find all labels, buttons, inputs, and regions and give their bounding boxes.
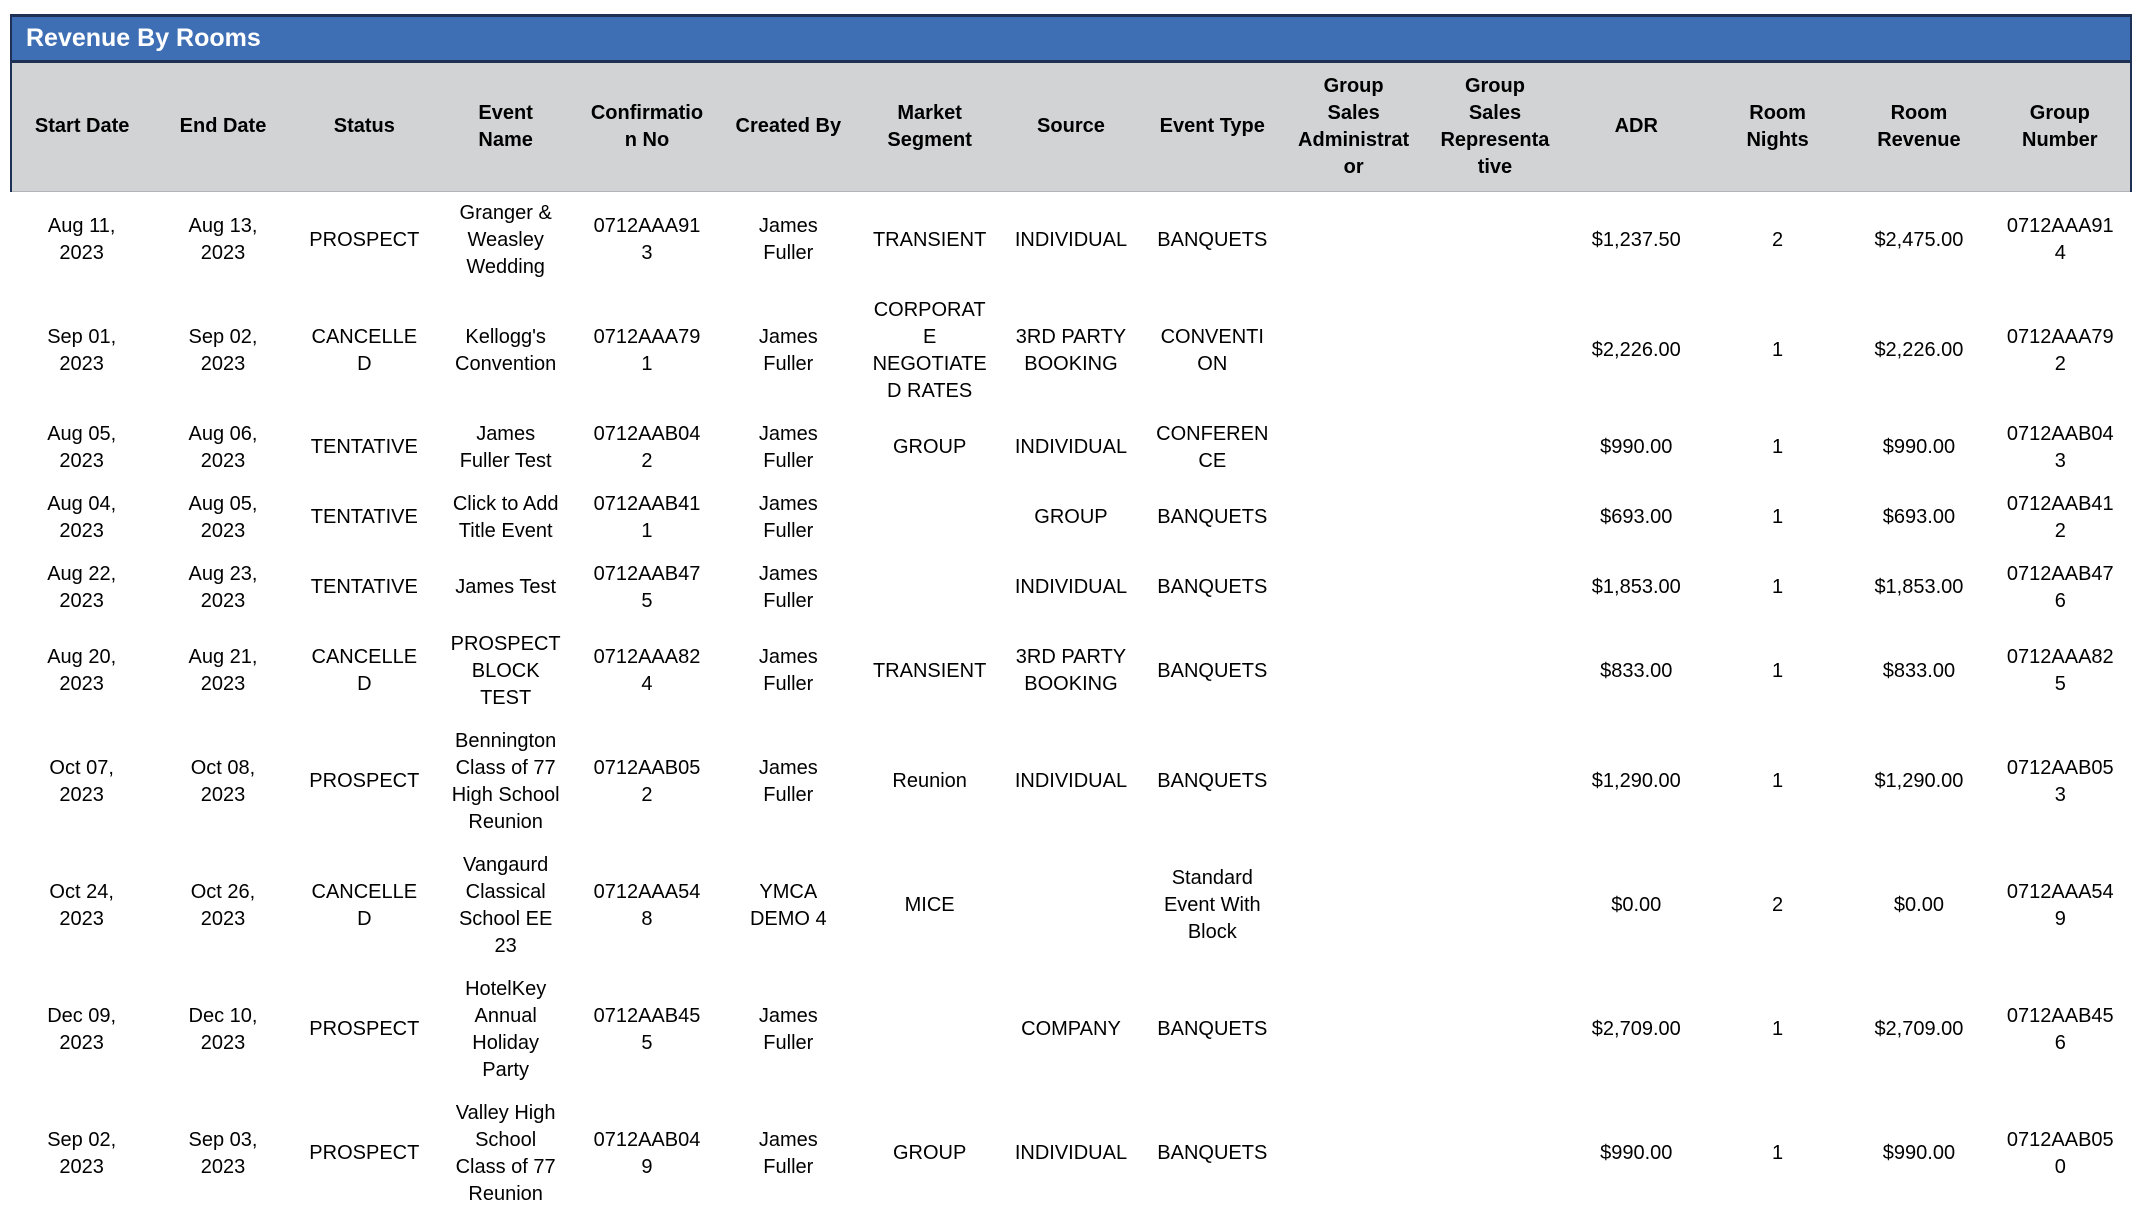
table-row xyxy=(11,623,2131,720)
table-cell xyxy=(1283,191,1424,289)
revenue-table xyxy=(10,63,2132,1216)
table-cell: James Fuller xyxy=(718,289,859,413)
table-cell: Sep 02, 2023 xyxy=(11,1092,152,1216)
table-cell xyxy=(1424,968,1565,1092)
table-cell: 1 xyxy=(1707,413,1848,483)
table-cell: CANCELLED xyxy=(294,844,435,968)
table-cell: BANQUETS xyxy=(1142,553,1283,623)
table-cell: BANQUETS xyxy=(1142,720,1283,844)
table-cell: Dec 10, 2023 xyxy=(152,968,293,1092)
column-header: ADR xyxy=(1566,63,1707,191)
table-cell: $1,290.00 xyxy=(1848,720,1989,844)
column-header: End Date xyxy=(152,63,293,191)
table-row xyxy=(11,289,2131,413)
table-header-row xyxy=(11,63,2131,191)
table-cell: MICE xyxy=(859,844,1000,968)
table-cell: Standard Event With Block xyxy=(1142,844,1283,968)
table-cell: 2 xyxy=(1707,191,1848,289)
table-cell: 0712AAB476 xyxy=(1990,553,2131,623)
table-cell: PROSPECT xyxy=(294,720,435,844)
table-cell xyxy=(1283,720,1424,844)
table-cell: Aug 23, 2023 xyxy=(152,553,293,623)
table-cell: TRANSIENT xyxy=(859,623,1000,720)
table-cell: 0712AAB412 xyxy=(1990,483,2131,553)
table-cell: TENTATIVE xyxy=(294,413,435,483)
table-cell: 0712AAA824 xyxy=(576,623,717,720)
table-cell: GROUP xyxy=(859,413,1000,483)
table-cell: INDIVIDUAL xyxy=(1000,1092,1141,1216)
table-cell: 3RD PARTY BOOKING xyxy=(1000,289,1141,413)
table-cell xyxy=(859,968,1000,1092)
table-cell: 0712AAB411 xyxy=(576,483,717,553)
table-cell: 0712AAA792 xyxy=(1990,289,2131,413)
column-header: Source xyxy=(1000,63,1141,191)
table-cell xyxy=(1000,844,1141,968)
column-header: Event Type xyxy=(1142,63,1283,191)
table-cell: $2,475.00 xyxy=(1848,191,1989,289)
column-header: Created By xyxy=(718,63,859,191)
table-cell: Aug 20, 2023 xyxy=(11,623,152,720)
table-cell: 0712AAA791 xyxy=(576,289,717,413)
table-cell: BANQUETS xyxy=(1142,623,1283,720)
column-header: Event Name xyxy=(435,63,576,191)
column-header: Start Date xyxy=(11,63,152,191)
table-cell xyxy=(1283,289,1424,413)
table-cell: Vangaurd Classical School EE 23 xyxy=(435,844,576,968)
table-cell xyxy=(1424,553,1565,623)
table-cell: 1 xyxy=(1707,623,1848,720)
table-cell: Kellogg's Convention xyxy=(435,289,576,413)
table-cell xyxy=(1424,844,1565,968)
table-cell: James Fuller xyxy=(718,720,859,844)
table-cell: Oct 26, 2023 xyxy=(152,844,293,968)
table-cell xyxy=(1283,968,1424,1092)
table-cell xyxy=(1424,191,1565,289)
table-cell: James Fuller xyxy=(718,413,859,483)
table-cell: CANCELLED xyxy=(294,289,435,413)
table-cell: PROSPECT xyxy=(294,968,435,1092)
table-cell: Bennington Class of 77 High School Reunion xyxy=(435,720,576,844)
table-cell: $1,290.00 xyxy=(1566,720,1707,844)
table-cell xyxy=(859,553,1000,623)
table-cell: Granger & Weasley Wedding xyxy=(435,191,576,289)
table-cell: 1 xyxy=(1707,720,1848,844)
column-header: Room Nights xyxy=(1707,63,1848,191)
table-cell: 0712AAB456 xyxy=(1990,968,2131,1092)
table-cell: 0712AAB042 xyxy=(576,413,717,483)
table-cell: INDIVIDUAL xyxy=(1000,413,1141,483)
table-cell xyxy=(1283,413,1424,483)
table-cell: James Fuller Test xyxy=(435,413,576,483)
table-cell: Aug 13, 2023 xyxy=(152,191,293,289)
table-cell: James Test xyxy=(435,553,576,623)
table-cell: 0712AAA549 xyxy=(1990,844,2131,968)
table-cell: HotelKey Annual Holiday Party xyxy=(435,968,576,1092)
table-cell: $2,226.00 xyxy=(1848,289,1989,413)
table-cell: James Fuller xyxy=(718,1092,859,1216)
report-title-bar xyxy=(10,14,2132,63)
column-header: Market Segment xyxy=(859,63,1000,191)
table-cell: James Fuller xyxy=(718,483,859,553)
table-row xyxy=(11,553,2131,623)
table-cell: CONVENTION xyxy=(1142,289,1283,413)
table-cell: James Fuller xyxy=(718,553,859,623)
table-cell: Aug 06, 2023 xyxy=(152,413,293,483)
table-cell: BANQUETS xyxy=(1142,191,1283,289)
table-cell: 0712AAA914 xyxy=(1990,191,2131,289)
table-cell: Oct 24, 2023 xyxy=(11,844,152,968)
table-cell: James Fuller xyxy=(718,191,859,289)
table-cell: 0712AAA548 xyxy=(576,844,717,968)
table-cell: CORPORATE NEGOTIATED RATES xyxy=(859,289,1000,413)
table-cell: $2,709.00 xyxy=(1848,968,1989,1092)
table-cell: BANQUETS xyxy=(1142,483,1283,553)
table-cell: Aug 05, 2023 xyxy=(11,413,152,483)
table-cell: James Fuller xyxy=(718,968,859,1092)
table-cell: 1 xyxy=(1707,483,1848,553)
table-cell: Sep 01, 2023 xyxy=(11,289,152,413)
table-cell: $2,226.00 xyxy=(1566,289,1707,413)
table-cell: $990.00 xyxy=(1566,413,1707,483)
table-cell xyxy=(1424,1092,1565,1216)
table-cell: 0712AAA825 xyxy=(1990,623,2131,720)
table-cell: Dec 09, 2023 xyxy=(11,968,152,1092)
table-cell: $693.00 xyxy=(1566,483,1707,553)
table-cell: Valley High School Class of 77 Reunion xyxy=(435,1092,576,1216)
column-header: Room Revenue xyxy=(1848,63,1989,191)
table-cell: Click to Add Title Event xyxy=(435,483,576,553)
table-cell: TENTATIVE xyxy=(294,553,435,623)
table-cell: Oct 08, 2023 xyxy=(152,720,293,844)
table-cell: Aug 04, 2023 xyxy=(11,483,152,553)
table-cell: PROSPECT BLOCK TEST xyxy=(435,623,576,720)
table-cell: CONFERENCE xyxy=(1142,413,1283,483)
table-cell: PROSPECT xyxy=(294,191,435,289)
table-cell: $990.00 xyxy=(1848,1092,1989,1216)
column-header: Confirmation No xyxy=(576,63,717,191)
report-title: Revenue By Rooms xyxy=(26,24,261,52)
table-cell: PROSPECT xyxy=(294,1092,435,1216)
table-cell: 1 xyxy=(1707,289,1848,413)
table-cell: INDIVIDUAL xyxy=(1000,720,1141,844)
column-header: Group Sales Administrator xyxy=(1283,63,1424,191)
table-cell: Sep 02, 2023 xyxy=(152,289,293,413)
table-cell: GROUP xyxy=(1000,483,1141,553)
table-cell: YMCA DEMO 4 xyxy=(718,844,859,968)
table-cell: Sep 03, 2023 xyxy=(152,1092,293,1216)
table-cell: 2 xyxy=(1707,844,1848,968)
table-row xyxy=(11,844,2131,968)
table-cell: $1,853.00 xyxy=(1566,553,1707,623)
table-cell: Aug 21, 2023 xyxy=(152,623,293,720)
table-cell: 1 xyxy=(1707,968,1848,1092)
table-cell: $693.00 xyxy=(1848,483,1989,553)
table-cell xyxy=(1424,483,1565,553)
table-cell: Aug 11, 2023 xyxy=(11,191,152,289)
table-cell: Aug 22, 2023 xyxy=(11,553,152,623)
table-cell: $833.00 xyxy=(1848,623,1989,720)
table-row xyxy=(11,483,2131,553)
table-cell: 0712AAB043 xyxy=(1990,413,2131,483)
table-cell: $0.00 xyxy=(1848,844,1989,968)
table-cell: 0712AAA913 xyxy=(576,191,717,289)
table-cell xyxy=(1424,413,1565,483)
table-cell: $0.00 xyxy=(1566,844,1707,968)
table-cell: 1 xyxy=(1707,1092,1848,1216)
column-header: Group Number xyxy=(1990,63,2131,191)
table-cell: 1 xyxy=(1707,553,1848,623)
table-cell xyxy=(1283,553,1424,623)
table-cell: 3RD PARTY BOOKING xyxy=(1000,623,1141,720)
table-cell: 0712AAB455 xyxy=(576,968,717,1092)
table-cell: 0712AAB049 xyxy=(576,1092,717,1216)
table-cell: BANQUETS xyxy=(1142,968,1283,1092)
table-cell: 0712AAB050 xyxy=(1990,1092,2131,1216)
table-cell: 0712AAB052 xyxy=(576,720,717,844)
table-cell xyxy=(1424,623,1565,720)
table-cell: Reunion xyxy=(859,720,1000,844)
table-cell: James Fuller xyxy=(718,623,859,720)
table-cell: GROUP xyxy=(859,1092,1000,1216)
table-row xyxy=(11,1092,2131,1216)
table-cell: 0712AAB053 xyxy=(1990,720,2131,844)
table-row xyxy=(11,720,2131,844)
table-cell: INDIVIDUAL xyxy=(1000,553,1141,623)
column-header: Status xyxy=(294,63,435,191)
table-cell: 0712AAB475 xyxy=(576,553,717,623)
table-cell xyxy=(1424,720,1565,844)
table-cell: CANCELLED xyxy=(294,623,435,720)
table-cell xyxy=(1283,483,1424,553)
table-cell xyxy=(1283,844,1424,968)
table-cell: Oct 07, 2023 xyxy=(11,720,152,844)
table-cell: $990.00 xyxy=(1848,413,1989,483)
table-cell: $833.00 xyxy=(1566,623,1707,720)
table-row xyxy=(11,413,2131,483)
table-cell: TRANSIENT xyxy=(859,191,1000,289)
table-cell: $2,709.00 xyxy=(1566,968,1707,1092)
table-cell: $1,237.50 xyxy=(1566,191,1707,289)
table-cell xyxy=(1283,1092,1424,1216)
table-cell: INDIVIDUAL xyxy=(1000,191,1141,289)
table-cell: $1,853.00 xyxy=(1848,553,1989,623)
table-cell xyxy=(1283,623,1424,720)
column-header: Group Sales Representative xyxy=(1424,63,1565,191)
table-cell: Aug 05, 2023 xyxy=(152,483,293,553)
table-cell xyxy=(1424,289,1565,413)
table-cell xyxy=(859,483,1000,553)
table-row xyxy=(11,968,2131,1092)
table-cell: TENTATIVE xyxy=(294,483,435,553)
revenue-by-rooms-report xyxy=(10,14,2132,1216)
table-row xyxy=(11,191,2131,289)
table-cell: COMPANY xyxy=(1000,968,1141,1092)
table-cell: $990.00 xyxy=(1566,1092,1707,1216)
table-cell: BANQUETS xyxy=(1142,1092,1283,1216)
